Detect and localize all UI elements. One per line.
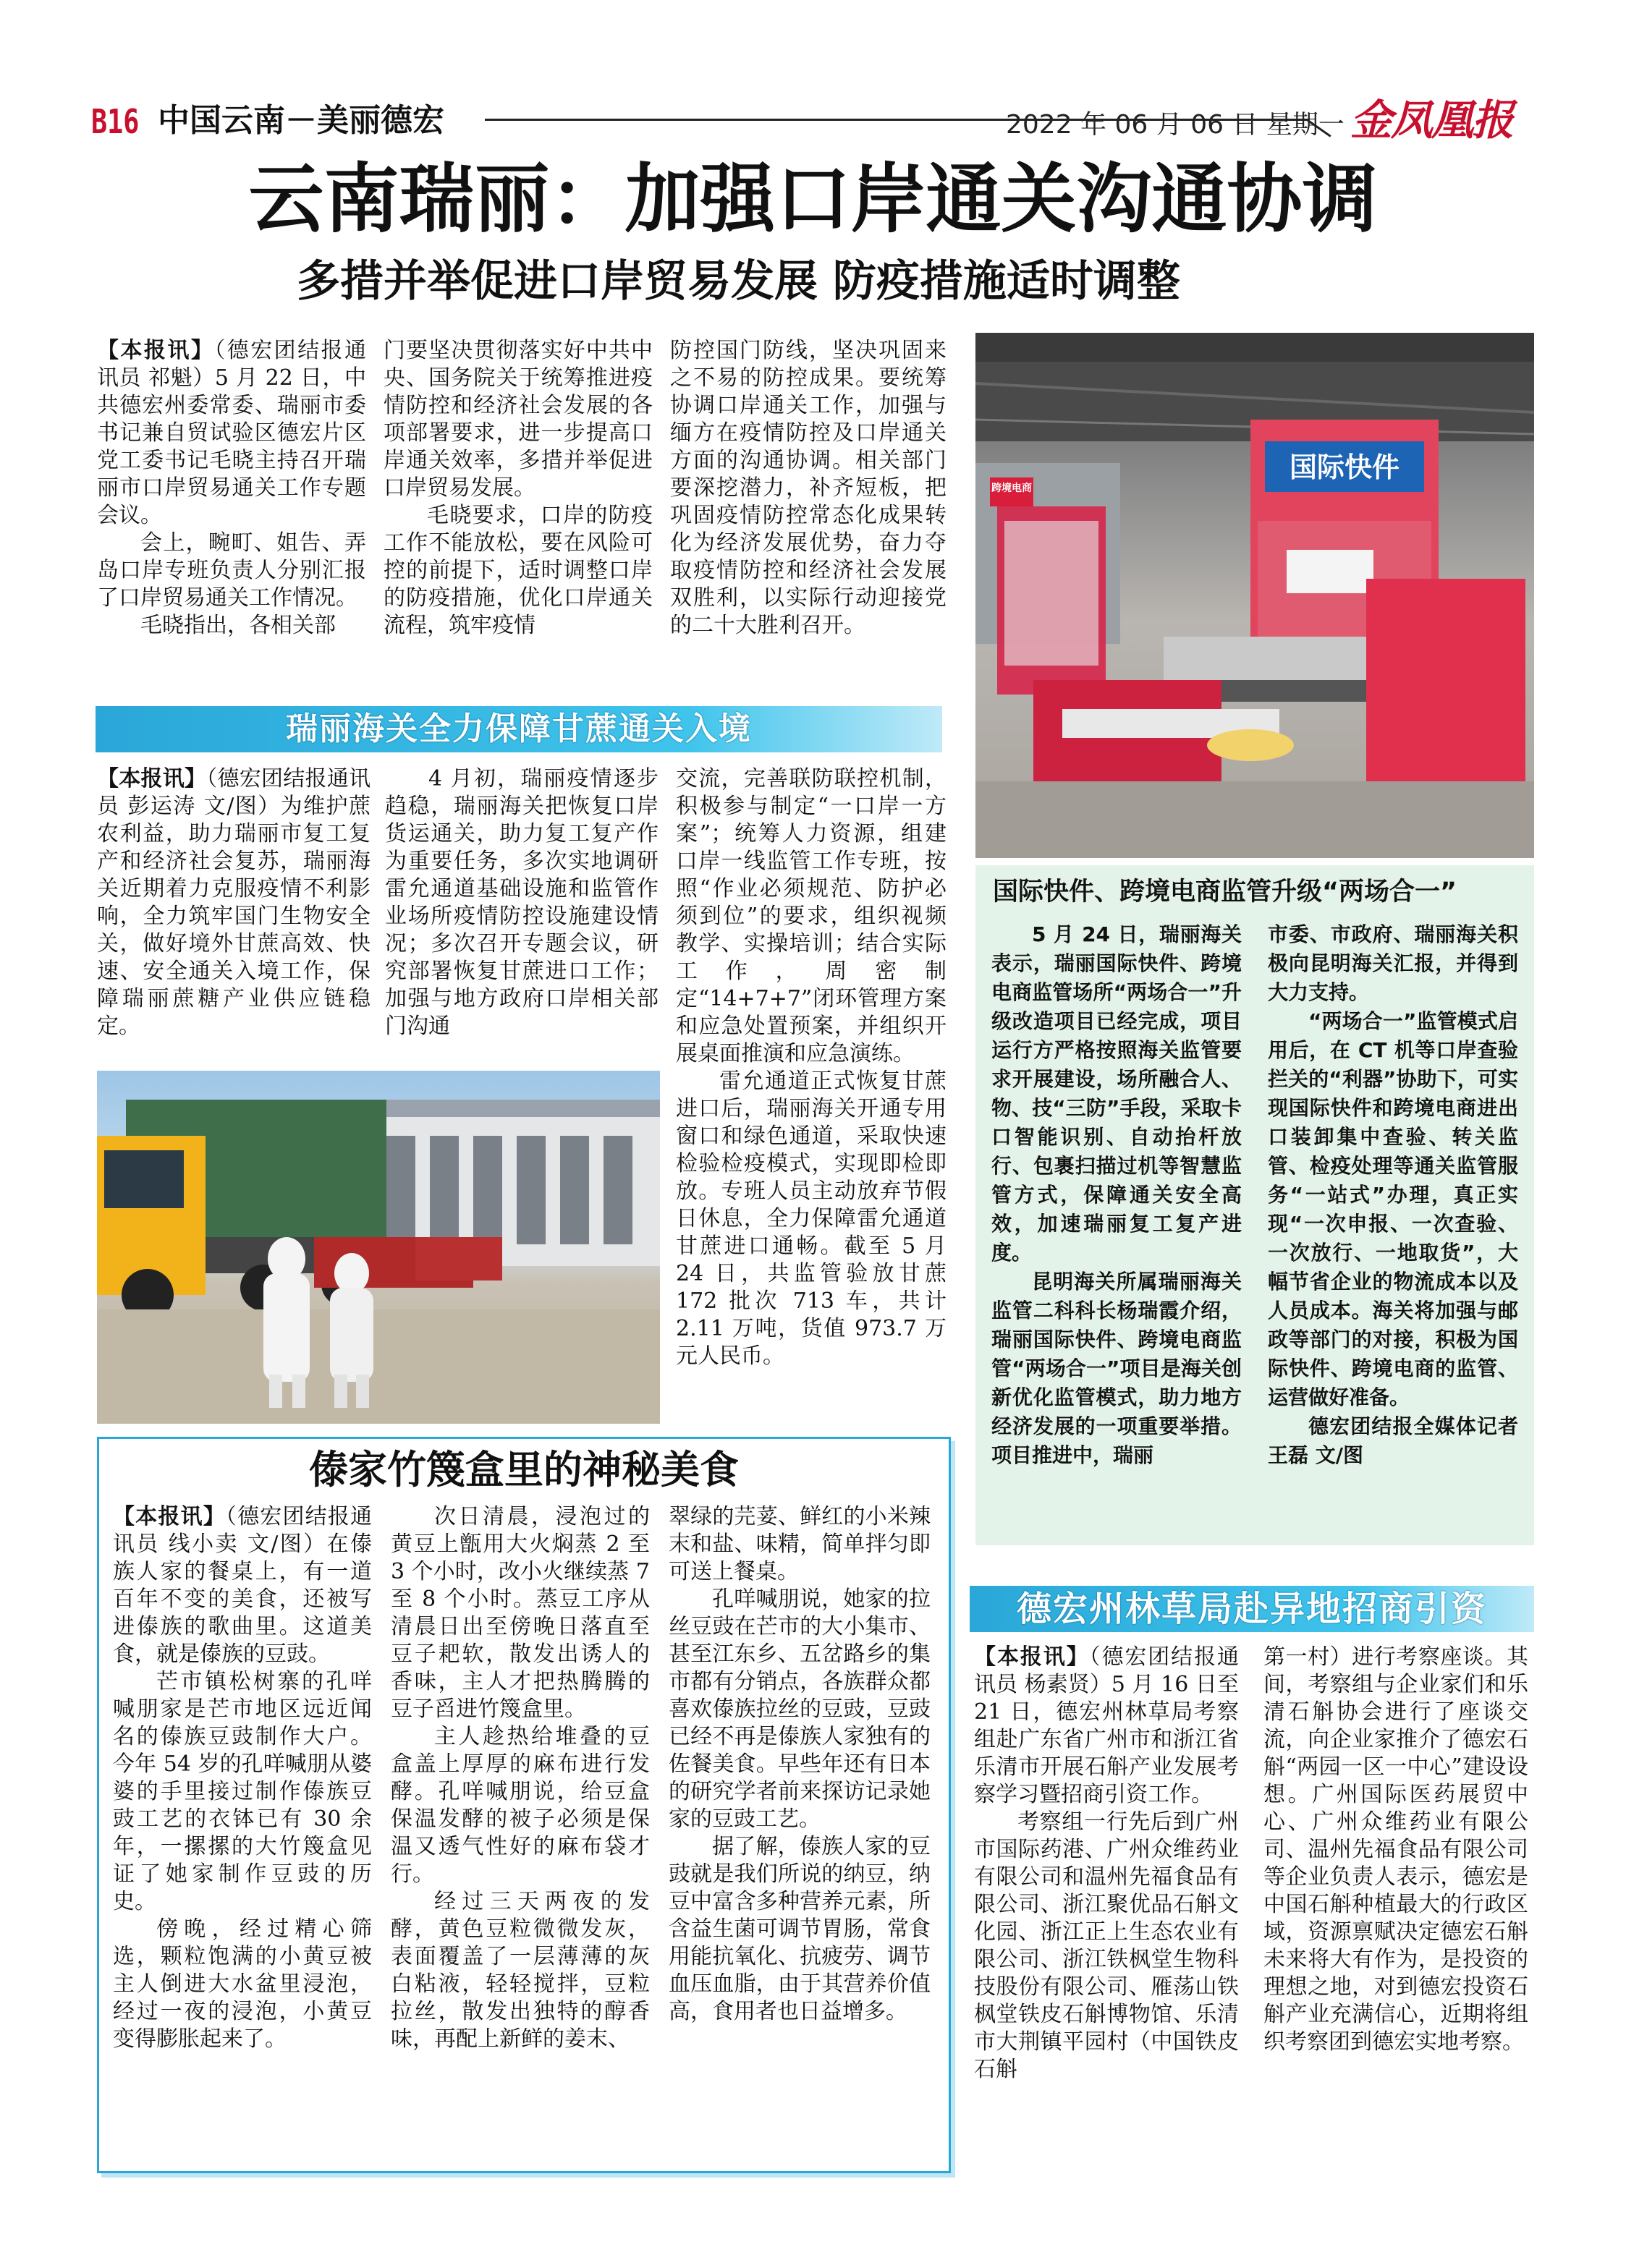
lead-col-2 [384, 337, 653, 640]
forestry-col-2 [1263, 1644, 1528, 2056]
paragraph: 孔咩喊朋说，她家的拉丝豆豉在芒市的大小集市、甚至江东乡、五岔路乡的集市都有分销点，各族群众都喜欢傣族拉丝的豆豉，豆豉已经不再是傣族人家独有的佐餐美食。早些年还有日本的研究学者前来探访记录她家的豆豉工艺。 [669, 1587, 931, 1832]
news-tag: 【本报讯】 [97, 766, 207, 791]
sugarcane-col-2 [385, 765, 659, 1040]
paragraph: 第一村）进行考察座谈。其间，考察组与企业家们和乐清石斛协会进行了座谈交流，向企业家推介了德宏石斛“两园一区一中心”建设设想。广州国际医药展贸中心、广州众维药业有限公司、温州先福食品有限公司等企业负责人表示，德宏是中国石斛种植最大的行政区域，资源禀赋决定德宏石斛未来将大有作为，是投资的理想之地，对到德宏投资石斛产业充满信心，近期将组织考察团到德宏实地考察。 [1263, 1644, 1528, 2055]
express-headline: 国际快件、跨境电商监管升级“两场合一” [993, 878, 1457, 906]
paper-logo: 金凤凰报 [1350, 95, 1513, 145]
paragraph: 毛晓要求，口岸的防疫工作不能放松，要在风险可控的前提下，适时调整口岸的防疫措施，优化口岸通关流程，筑牢疫情 [384, 503, 653, 638]
paragraph: 门要坚决贯彻落实好中共中央、国务院关于统筹推进疫情防控和经济社会发展的各项部署要求，进一步提高口岸通关效率，多措并举促进口岸贸易发展。 [384, 338, 653, 501]
paragraph: 傍晚，经过精心筛选，颗粒饱满的小黄豆被主人倒进大水盆里浸泡，经过一夜的浸泡，小黄豆变得膨胀起来了。 [113, 1916, 372, 2052]
section-bar-sugarcane: 瑞丽海关全力保障甘蔗通关入境 [96, 706, 942, 752]
paragraph: 在傣族人家的餐桌上，有一道百年不变的美食，还被写进傣族的歌曲里。这道美食，就是傣族的豆豉。 [113, 1532, 372, 1667]
paragraph: 毛晓指出，各相关部 [140, 613, 336, 638]
truck-photo [97, 1071, 660, 1424]
photo-sign-express: 国际快件 [1289, 451, 1400, 483]
byline: （德宏团结报通讯员 彭运涛 文/图） [97, 766, 370, 819]
paragraph: 经过三天两夜的发酵，黄色豆粒微微发灰，表面覆盖了一层薄薄的灰白粘液，轻轻搅拌，豆粒拉丝，散发出独特的醇香味，再配上新鲜的姜末、 [391, 1889, 650, 2052]
paragraph: 考察组一行先后到广州市国际药港、广州众维药业有限公司和温州先福食品有限公司、浙江聚优品石斛文化园、浙江正上生态农业有限公司、浙江铁枫堂生物科技股份有限公司、雁荡山铁枫堂铁皮石斛博物馆、乐清市大荆镇平园村（中国铁皮石斛 [974, 1809, 1239, 2082]
douchi-headline: 傣家竹篾盒里的神秘美食 [309, 1447, 739, 1492]
news-tag: 【本报讯】 [974, 1644, 1090, 1670]
byline: （德宏团结报通讯员 杨素贤） [974, 1644, 1240, 1697]
douchi-col-2 [391, 1503, 650, 2053]
paragraph: 5 月 22 日，中共德宏州委常委、瑞丽市委书记兼自贸试验区德宏片区党工委书记毛晓主持召开瑞丽市口岸贸易通关工作专题会议。 [97, 365, 366, 528]
sugarcane-col-3 [676, 765, 947, 1370]
issue-date: 2022 年 06 月 06 日 星期一 [1006, 110, 1345, 140]
lead-col-3 [670, 337, 947, 640]
paragraph: 为维护蔗农利益，助力瑞丽市复工复产和经济社会复苏，瑞丽海关近期着力克服疫情不利影响，全力筑牢国门生物安全关，做好境外甘蔗高效、快速、安全通关入境工作，保障瑞丽蔗糖产业供应链稳定。 [97, 794, 370, 1039]
paragraph: “两场合一”监管模式启用后，在 CT 机等口岸查验拦关的“利器”协助下，可实现国际快件和跨境电商进出口装卸集中查验、转关监管、检疫处理等通关监管服务“一站式”办理，真正实现“一次申报、一次查验、一次放行、一地取货”，大幅节省企业的物流成本以及人员成本。海关将加强与邮政等部门的对接，积极为国际快件、跨境电商的监管、运营做好准备。 [1268, 1009, 1518, 1409]
paragraph: 主人趁热给堆叠的豆盒盖上厚厚的麻布进行发酵。孔咩喊朋说，给豆盒保温发酵的被子必须是保温又透气性好的麻布袋才行。 [391, 1724, 650, 1887]
paragraph: 4 月初，瑞丽疫情逐步趋稳，瑞丽海关把恢复口岸货运通关，助力复工复产作为重要任务，多次实地调研雷允通道基础设施和监管作业场所疫情防控设施建设情况；多次召开专题会议，研究部署恢复甘蔗进口工作；加强与地方政府口岸相关部门沟通 [385, 766, 659, 1039]
byline: （德宏团结报通讯员 祁魁） [97, 338, 367, 391]
douchi-col-1 [113, 1503, 372, 2053]
express-col-2 [1268, 920, 1518, 1470]
forestry-col-1 [974, 1644, 1239, 2084]
section-title: 中国云南－美丽德宏 [158, 102, 444, 139]
express-col-1 [991, 920, 1242, 1470]
paragraph: 防控国门防线，坚决巩固来之不易的防控成果。要统筹协调口岸通关工作，加强与缅方在疫情防控及口岸通关方面的沟通协调。相关部门要深挖潜力，补齐短板，把巩固疫情防控常态化成果转化为经济发展优势，奋力夺取疫情防控和经济社会发展双胜利，以实际行动迎接党的二十大胜利召开。 [670, 338, 947, 638]
paragraph: 会上，畹町、姐告、弄岛口岸专班负责人分别汇报了口岸贸易通关工作情况。 [97, 530, 366, 611]
credit-line: 德宏团结报全媒体记者 王磊 文/图 [1268, 1414, 1518, 1467]
warehouse-photo [975, 333, 1534, 858]
douchi-col-3 [669, 1503, 931, 2026]
paragraph: 市委、市政府、瑞丽海关积极向昆明海关汇报，并得到大力支持。 [1268, 922, 1518, 1004]
paragraph: 芒市镇松树寨的孔咩喊朋家是芒市地区远近闻名的傣族豆豉制作大户。今年 54 岁的孔咩喊朋从婆婆的手里接过制作傣族豆豉工艺的衣钵已有 30 余年，一摞摞的大竹篾盒见证了她家制作豆豉的历史。 [113, 1669, 372, 1914]
lead-headline: 云南瑞丽：加强口岸通关沟通协调 [248, 155, 1378, 243]
paragraph: 次日清晨，浸泡过的黄豆上甑用大火焖蒸 2 至 3 个小时，改小火继续蒸 7 至 8 个小时。蒸豆工序从清晨日出至傍晚日落直至豆子耙软，散发出诱人的香味，主人才把热腾腾的豆子舀进竹篾盒里。 [391, 1504, 650, 1722]
paragraph: 交流，完善联防联控机制，积极参与制定“一口岸一方案”；统筹人力资源，组建口岸一线监管工作专班，按照“作业必须规范、防护必须到位”的要求，组织视频教学、实操培训；结合实际工作，周密制定“14+7+7”闭环管理方案和应急处置预案，并组织开展桌面推演和应急演练。 [676, 766, 947, 1066]
sugarcane-col-1 [97, 765, 370, 1040]
byline: （德宏团结报通讯员 线小卖 文/图） [113, 1504, 373, 1557]
news-tag: 【本报讯】 [113, 1504, 226, 1529]
photo-sign-ecommerce: 跨境电商 [991, 483, 1032, 494]
section-bar-forestry: 德宏州林草局赴异地招商引资 [970, 1586, 1534, 1632]
page-number: B16 [91, 102, 140, 141]
news-tag: 【本报讯】 [97, 338, 215, 363]
warehouse-illustration [975, 333, 1534, 858]
lead-col-1 [97, 337, 366, 640]
paragraph: 据了解，傣族人家的豆豉就是我们所说的纳豆，纳豆中富含多种营养元素，所含益生菌可调节胃肠，常食用能抗氧化、抗疲劳、调节血压血脂，由于其营养价值高，食用者也日益增多。 [669, 1834, 931, 2024]
paragraph: 5 月 16 日至 21 日，德宏州林草局考察组赴广东省广州市和浙江省乐清市开展石斛产业发展考察学习暨招商引资工作。 [974, 1672, 1239, 1807]
paragraph: 翠绿的芫荽、鲜红的小米辣末和盐、味精，简单拌匀即可送上餐桌。 [669, 1504, 931, 1584]
truck-illustration [97, 1071, 660, 1424]
paragraph: 5 月 24 日，瑞丽海关表示，瑞丽国际快件、跨境电商监管场所“两场合一”升级改造项目已经完成，项目运行方严格按照海关监管要求开展建设，场所融合人、物、技“三防”手段，采取卡口智能识别、自动抬杆放行、包裹扫描过机等智慧监管方式，保障通关安全高效，加速瑞丽复工复产进度。 [991, 922, 1242, 1265]
paragraph: 昆明海关所属瑞丽海关监管二科科长杨瑞霞介绍，瑞丽国际快件、跨境电商监管“两场合一”项目是海关创新优化监管模式，助力地方经济发展的一项重要举措。项目推进中，瑞丽 [991, 1270, 1242, 1467]
paragraph: 雷允通道正式恢复甘蔗进口后，瑞丽海关开通专用窗口和绿色通道，采取快速检验检疫模式，实现即检即放。专班人员主动放弃节假日休息，全力保障雷允通道甘蔗进口通畅。截至 5 月 24 日，共监管验放甘蔗 172 批次 713 车，共计 2.11 万吨，货值 973.7 万元人民币。 [676, 1069, 947, 1369]
lead-subhead: 多措并举促进口岸贸易发展 防疫措施适时调整 [297, 256, 1180, 307]
